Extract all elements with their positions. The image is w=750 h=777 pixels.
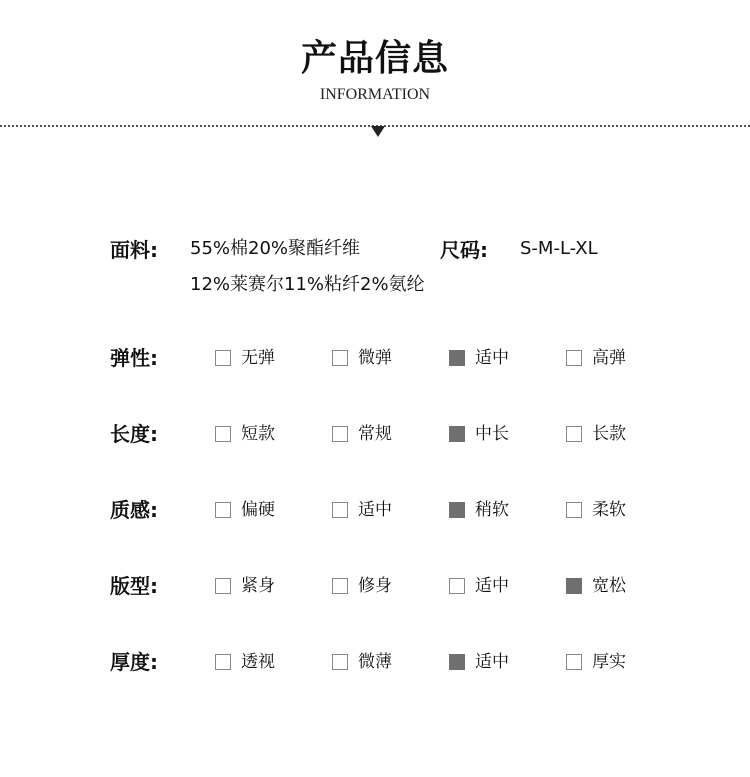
checkbox-empty-icon[interactable] [332,578,348,594]
checkbox-checked-icon[interactable] [449,426,465,442]
checkbox-empty-icon[interactable] [215,350,231,366]
attribute-option[interactable] [215,348,275,368]
option-label: 短款 [241,424,275,444]
option-label: 适中 [358,500,392,520]
option-label: 常规 [358,424,392,444]
attribute-option[interactable] [566,348,626,368]
size-label: 尺码: [440,238,488,262]
option-label: 透视 [241,652,275,672]
attribute-option[interactable] [215,652,275,672]
checkbox-empty-icon[interactable] [215,578,231,594]
attribute-option[interactable] [449,500,509,520]
option-label: 适中 [475,652,509,672]
option-label: 适中 [475,576,509,596]
checkbox-empty-icon[interactable] [215,502,231,518]
checkbox-empty-icon[interactable] [566,350,582,366]
header-title: 产品信息 [300,38,449,79]
checkbox-empty-icon[interactable] [566,502,582,518]
attribute-option[interactable] [449,424,509,444]
checkbox-empty-icon[interactable] [215,654,231,670]
checkbox-checked-icon[interactable] [449,350,465,366]
attribute-option[interactable] [449,348,509,368]
attribute-option[interactable] [566,576,626,596]
attribute-option[interactable] [332,424,392,444]
checkbox-empty-icon[interactable] [332,654,348,670]
attribute-option[interactable] [449,652,509,672]
attribute-option[interactable] [332,576,392,596]
checkbox-checked-icon[interactable] [566,578,582,594]
option-label: 无弹 [241,348,275,368]
checkbox-empty-icon[interactable] [566,426,582,442]
option-label: 修身 [358,576,392,596]
option-label: 适中 [475,348,509,368]
attribute-option[interactable] [566,652,626,672]
attribute-option[interactable] [566,500,626,520]
option-label: 长款 [592,424,626,444]
attribute-option[interactable] [332,652,392,672]
attribute-label: 版型: [110,574,158,598]
attribute-option[interactable] [215,576,275,596]
fabric-value-line2: 12%莱赛尔11%粘纤2%氨纶 [190,274,425,295]
option-label: 紧身 [241,576,275,596]
option-label: 微薄 [358,652,392,672]
attribute-option[interactable] [215,424,275,444]
checkbox-empty-icon[interactable] [449,578,465,594]
attribute-label: 质感: [110,498,158,522]
attribute-option[interactable] [215,500,275,520]
attribute-option[interactable] [332,500,392,520]
checkbox-empty-icon[interactable] [566,654,582,670]
fabric-value-line1: 55%棉20%聚酯纤维 [190,238,361,259]
option-label: 厚实 [592,652,626,672]
option-label: 高弹 [592,348,626,368]
option-label: 柔软 [592,500,626,520]
checkbox-empty-icon[interactable] [332,426,348,442]
checkbox-empty-icon[interactable] [215,426,231,442]
attribute-option[interactable] [332,348,392,368]
checkbox-checked-icon[interactable] [449,654,465,670]
attribute-option[interactable] [566,424,626,444]
checkbox-empty-icon[interactable] [332,350,348,366]
option-label: 稍软 [475,500,509,520]
header-subtitle: INFORMATION [319,86,431,103]
option-label: 宽松 [592,576,626,596]
attribute-option[interactable] [449,576,509,596]
option-label: 偏硬 [241,500,275,520]
attribute-label: 弹性: [110,346,158,370]
fabric-label: 面料: [110,238,158,262]
divider-arrow-icon [371,126,385,137]
checkbox-empty-icon[interactable] [332,502,348,518]
attribute-label: 长度: [110,422,158,446]
option-label: 中长 [475,424,509,444]
size-value: S-M-L-XL [520,238,598,259]
option-label: 微弹 [358,348,392,368]
checkbox-checked-icon[interactable] [449,502,465,518]
attribute-label: 厚度: [110,650,158,674]
